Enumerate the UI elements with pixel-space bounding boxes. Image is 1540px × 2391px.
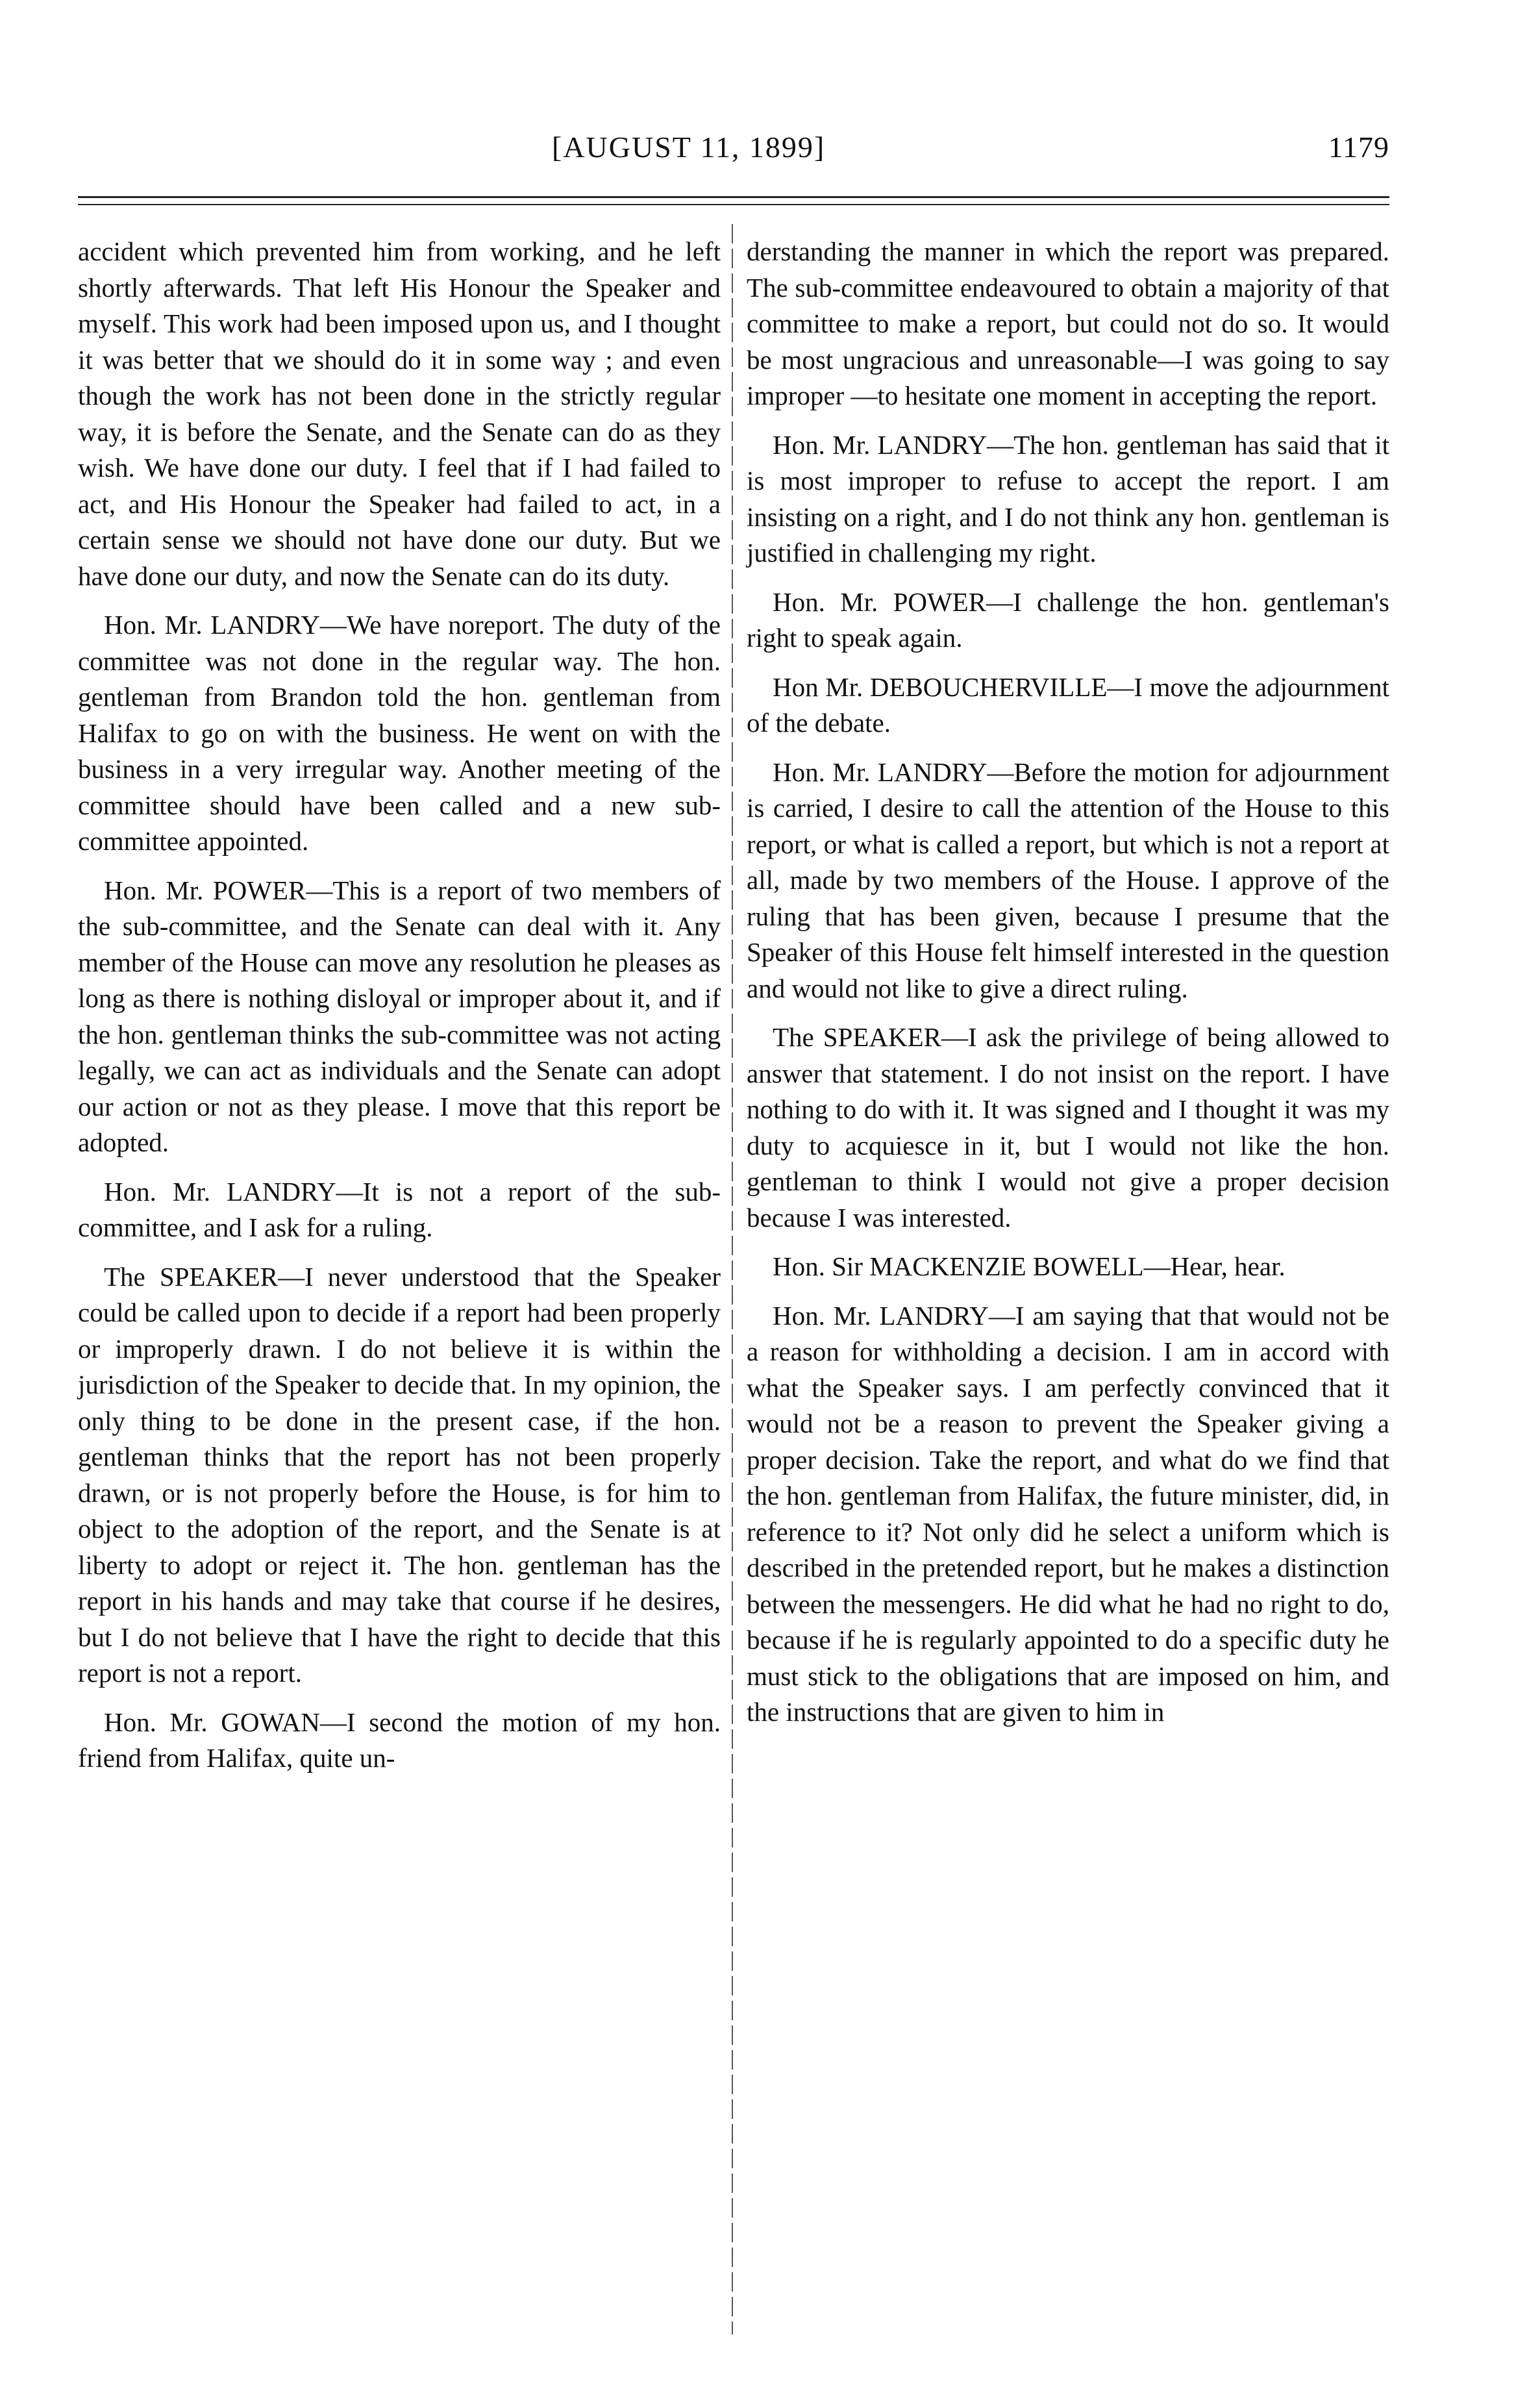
paragraph-left-1: accident which prevented him from working, and he left shortly afterwards. That left His Honour the Speaker and myself. This work had been imposed upon us, and I thought it was better that we should do it in some way ; and even though the work has not been done in the strictly regular way, it is before the Senate, and the Senate can do as they wish. We have done our duty. I feel that if I had failed to act, and His Honour the Speaker had failed to act, in a certain sense we should not have done our duty. But we have done our duty, and now the Senate can do its duty. — [78, 236, 721, 591]
paragraph-right-2: Hon. Mr. LANDRY—The hon. gentleman has said that it is most improper to refuse to accept the report. I am insisting on a right, and I do not think any hon. gentleman is justified in challenging my right. — [747, 429, 1389, 568]
paragraph-right-4: Hon Mr. DEBOUCHERVILLE—I move the adjournment of the debate. — [747, 671, 1389, 738]
paragraph-right-5: Hon. Mr. LANDRY—Before the motion for adjournment is carried, I desire to call the attention of the House to this report, or what is called a report, but which is not a report at all, made by two members of the House. I approve of the ruling that has been given, because I presume that the Speaker of this House felt himself interested in the question and would not like to give a direct ruling. — [747, 757, 1389, 1003]
paragraph-left-6: Hon. Mr. GOWAN—I second the motion of my hon. friend from Halifax, quite un- — [78, 1707, 721, 1773]
header-rule-bottom — [78, 204, 1389, 205]
paragraph-left-2: Hon. Mr. LANDRY—We have noreport. The duty of the committee was not done in the regular way. The hon. gentleman from Brandon told the hon. gentleman from Halifax to go on with the business. He went on with the business in a very irregular way. Another meeting of the committee should have been called and a new sub-committee appointed. — [78, 610, 721, 856]
page-number: 1179 — [1328, 131, 1389, 164]
paragraph-right-6: The SPEAKER—I ask the privilege of being allowed to answer that statement. I do not insist on the report. I have nothing to do with it. It was signed and I thought it was my duty to acquiesce in it, but I would not like the hon. gentleman to think I would not give a proper decision because I was interested. — [747, 1022, 1389, 1233]
header-date: [AUGUST 11, 1899] — [552, 131, 826, 164]
paragraph-left-4: Hon. Mr. LANDRY—It is not a report of the sub-committee, and I ask for a ruling. — [78, 1176, 721, 1242]
paragraph-left-5: The SPEAKER—I never understood that the Speaker could be called upon to decide if a report had been properly or improperly drawn. I do not believe it is within the jurisdiction of the Speaker to decide that. In my opinion, the only thing to be done in the present case, if the hon. gentleman thinks that the report has not been properly drawn, or is not properly before the House, is for him to object to the adoption of the report, and the Senate is at liberty to adopt or reject it. The hon. gentleman has the report in his hands and may take that course if he desires, but I do not believe that I have the right to decide that this report is not a report. — [78, 1261, 721, 1688]
paragraph-right-3: Hon. Mr. POWER—I challenge the hon. gentleman's right to speak again. — [747, 586, 1389, 653]
paragraph-left-3: Hon. Mr. POWER—This is a report of two members of the sub-committee, and the Senate can deal with it. Any member of the House can move any resolution he pleases as long as there is nothing disloyal or improper about it, and if the hon. gentleman thinks the sub-committee was not acting legally, we can act as individuals and the Senate can adopt our action or not as they please. I move that this report be adopted. — [78, 875, 721, 1157]
column-divider — [732, 224, 733, 2335]
header-rule-top — [78, 196, 1389, 198]
paragraph-right-7: Hon. Sir MACKENZIE BOWELL—Hear, hear. — [773, 1251, 1285, 1281]
paragraph-right-8: Hon. Mr. LANDRY—I am saying that that would not be a reason for withholding a decision. I am in accord with what the Speaker says. I am perfectly convinced that it would not be a reason to prevent the Speaker giving a proper decision. Take the report, and what do we find that the hon. gentleman from Halifax, the future minister, did, in reference to it? Not only did he select a uniform which is described in the pretended report, but he makes a distinction between the messengers. He did what he had no right to do, because if he is regularly appointed to do a specific duty he must stick to the obligations that are imposed on him, and the instructions that are given to him in — [747, 1300, 1389, 1727]
right-column — [747, 234, 1389, 1744]
paragraph-right-1: derstanding the manner in which the report was prepared. The sub-committee endeavoured to obtain a majority of that committee to make a report, but could not do so. It would be most ungracious and unreasonable—I was going to say improper —to hesitate one moment in accepting the report. — [747, 236, 1389, 410]
left-column — [78, 234, 721, 1790]
page-header — [78, 130, 1389, 175]
